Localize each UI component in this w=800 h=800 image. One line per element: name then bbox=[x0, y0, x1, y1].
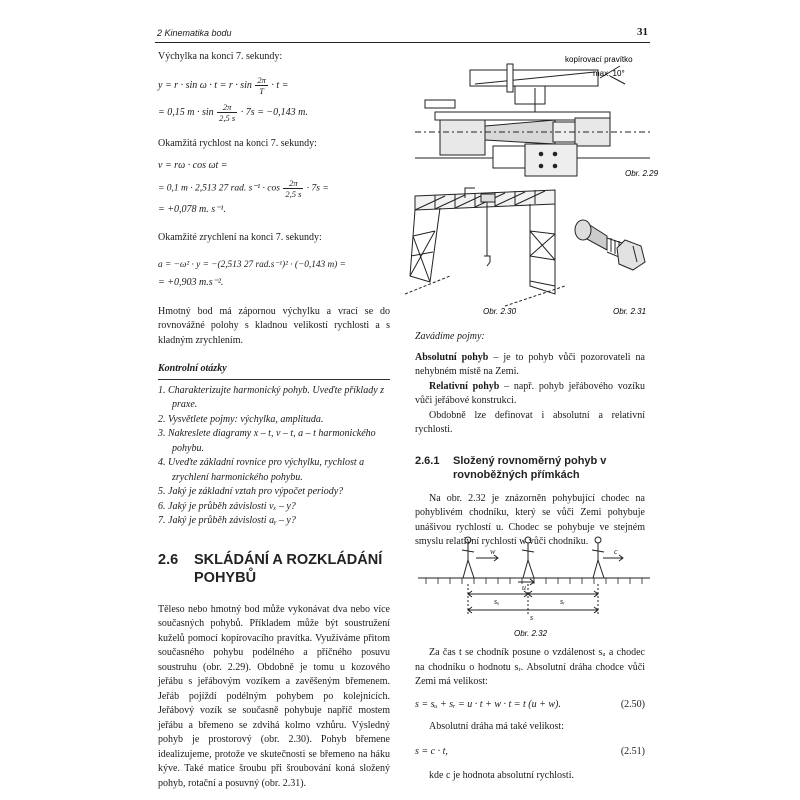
list-item: 4. Uveďte základní rovnice pro výchylku, rychlost a zrychlení harmonického pohybu. bbox=[158, 457, 365, 483]
label-max-angle: max. 10° bbox=[593, 69, 625, 78]
cross-slide bbox=[525, 144, 577, 176]
label-c: c bbox=[614, 547, 618, 556]
eq-text: s = sᵤ + sᵣ = u · t + w · t = t (u + w). bbox=[415, 698, 561, 710]
figure-2-32-moving-walkway bbox=[418, 532, 650, 642]
arrow-u bbox=[518, 579, 534, 585]
label-s: s bbox=[530, 613, 534, 622]
list-item: 6. Jaký je průběh závislosti vₓ – y? bbox=[158, 500, 296, 512]
arrow-c bbox=[603, 555, 623, 561]
right-column-text bbox=[415, 330, 645, 550]
equation-number: (2.50) bbox=[620, 698, 645, 710]
chapter-title: 2 Kinematika bodu bbox=[157, 28, 232, 38]
section-heading bbox=[158, 551, 390, 587]
eq-text: s = c · t, bbox=[415, 745, 448, 757]
numerator: 2π bbox=[257, 74, 266, 85]
label-w: w bbox=[490, 547, 496, 556]
crane-hook bbox=[484, 256, 490, 266]
list-item: 1. Charakterizujte harmonický pohyb. Uveďte příklady z praxe. bbox=[158, 384, 385, 410]
numerator: 2π bbox=[283, 178, 303, 189]
denominator: 2,5 s bbox=[285, 188, 302, 199]
paragraph-composition: Těleso nebo hmotný bod může vykonávat dva nebo více současných pohybů. Příkladem může být soustružení kuželů pomocí kopírovacího pravítka. Využíváme přitom současného pohybu podélného a příčného posuvu soustruhu (obr. 2.29). Obdobně je tomu u kozového jeřábu s jeřábovým vozíkem a zavěšeným břemenem. Jeřáb pojíždí podélným pohybem po kolejnicích. Jeřábový vozík se současně pohybuje napříč mostem jeřábu a břemeno se zdvihá kolmo vzhůru. Výsledný pohyb je prostorový (obr. 2.30). Pohyb břemene idealizujeme, protože ve skutečnosti se břemeno na háku kýve. Také matice šroubu při šroubování koná složený pohyb, rotační a posuvný (obr. 2.31). bbox=[158, 603, 390, 789]
paragraph-acceleration: Okamžité zrychlení na konci 7. sekundy: bbox=[158, 232, 322, 243]
list-item: 3. Nakreslete diagramy x – t, v – t, a – t harmonického pohybu. bbox=[158, 428, 376, 454]
crane-trolley bbox=[481, 194, 495, 202]
figure-2-30-gantry-crane bbox=[405, 186, 655, 318]
eq-text: = 0,15 m · sin bbox=[158, 106, 214, 118]
section-title: SKLÁDÁNÍ A ROZKLÁDÁNÍ POHYBŮ bbox=[194, 551, 383, 586]
headstock bbox=[440, 120, 485, 155]
paragraph-absolute-path: Absolutní dráha má také velikost: bbox=[429, 721, 564, 732]
running-header bbox=[155, 24, 650, 43]
section-number: 2.6 bbox=[158, 551, 179, 568]
paragraph-similarly: Obdobně lze definovat i absolutní a relativní rychlosti. bbox=[415, 409, 645, 435]
eq-text: · t = bbox=[271, 79, 289, 91]
label-su: sᵤ bbox=[494, 597, 500, 606]
fraction bbox=[283, 178, 303, 199]
equation-2-51 bbox=[415, 745, 645, 760]
list-item: 2. Vysvětlete pojmy: výchylka, amplituda. bbox=[158, 413, 324, 425]
list-item: 7. Jaký je průběh závislosti aᵧ – y? bbox=[158, 515, 296, 526]
review-questions-list bbox=[158, 384, 390, 529]
figure-caption: Obr. 2.30 bbox=[483, 307, 517, 316]
paragraph-time: Za čas t se chodník posune o vzdálenost sᵤ a chodec na chodníku o hodnotu sᵣ. Absolutní dráha chodce vůči Zemi má velikost: bbox=[415, 647, 645, 687]
denominator: 2,5 s bbox=[219, 112, 236, 123]
paragraph-displacement: Výchylka na konci 7. sekundy: bbox=[158, 51, 283, 62]
equation-displacement-1 bbox=[158, 75, 390, 96]
ruler-line bbox=[475, 72, 595, 84]
fraction bbox=[217, 102, 237, 123]
paragraph-where-c: kde c je hodnota absolutní rychlosti. bbox=[429, 770, 574, 781]
label-sr: sᵣ bbox=[560, 597, 566, 606]
left-column bbox=[158, 48, 390, 791]
right-column-text-bottom bbox=[415, 646, 645, 784]
walker-figure-2 bbox=[522, 537, 534, 578]
denominator: T bbox=[259, 85, 265, 96]
figure-caption: Obr. 2.31 bbox=[613, 307, 647, 316]
eq-text: y = r · sin ω · t = r · sin bbox=[158, 79, 252, 91]
paragraph-absolute-motion bbox=[415, 351, 645, 380]
paragraph-velocity: Okamžitá rychlost na konci 7. sekundy: bbox=[158, 137, 317, 149]
page-number: 31 bbox=[637, 26, 648, 38]
label-copying-ruler: kopírovací pravítko bbox=[565, 55, 633, 64]
figure-2-29-lathe bbox=[415, 48, 659, 180]
subsection-heading bbox=[415, 454, 645, 482]
carriage bbox=[515, 86, 545, 104]
subsection-title: Složený rovnoměrný pohyb v rovnoběžných přímkách bbox=[453, 454, 607, 481]
paragraph-conclusion: Hmotný bod má zápornou výchylku a vrací se do rovnovážné polohy s kladnou velikostí rychlosti a s kladným zrychlením. bbox=[158, 305, 390, 346]
equation-number: (2.51) bbox=[620, 745, 645, 757]
figure-caption: Obr. 2.32 bbox=[514, 629, 548, 638]
equation-velocity-1: v = rω · cos ωt = bbox=[158, 160, 228, 171]
equation-velocity-2 bbox=[158, 178, 390, 199]
equation-displacement-2 bbox=[158, 102, 390, 123]
figure-caption: Obr. 2.29 bbox=[625, 169, 659, 178]
numerator: 2π bbox=[217, 102, 237, 113]
equation-acceleration-1: a = −ω² · y = −(2,513 27 rad.s⁻¹)² · (−0,143 m) = bbox=[158, 259, 346, 270]
crane-leg-right bbox=[530, 204, 555, 294]
paragraph-intro-terms: Zavádíme pojmy: bbox=[415, 331, 485, 342]
eq-text: = 0,1 m · 2,513 27 rad. s⁻¹ · cos bbox=[158, 183, 280, 194]
paragraph-walker: Na obr. 2.32 je znázorněn pohybující chodec na pohyblivém chodníku, který se vůči Zemi pohybuje unášivou rychlostí u. Chodec se pohybuje ve stejném smyslu relativní rychlostí w vůči chodníku. bbox=[415, 492, 645, 547]
definition: – např. pohyb jeřábového vozíku vůči jeřábové konstrukci. bbox=[415, 380, 645, 406]
equation-acceleration-2: = +0,903 m.s⁻². bbox=[158, 277, 224, 288]
label-u: u bbox=[522, 583, 526, 592]
equation-velocity-3: = +0,078 m. s⁻¹. bbox=[158, 203, 226, 215]
review-questions-title: Kontrolní otázky bbox=[158, 362, 390, 380]
eq-text: · 7s = bbox=[306, 183, 329, 194]
term-relative: Relativní pohyb bbox=[429, 380, 500, 392]
definition: – je to pohyb vůči pozorovateli na nehybném místě na Zemi. bbox=[415, 351, 645, 377]
eq-text: · 7s = −0,143 m. bbox=[240, 106, 308, 118]
subsection-number: 2.6.1 bbox=[415, 454, 440, 467]
equation-2-50 bbox=[415, 698, 645, 713]
walker-figure-3 bbox=[592, 537, 604, 578]
term-absolute: Absolutní pohyb bbox=[415, 351, 489, 363]
crane-leg-left bbox=[410, 208, 440, 282]
fraction bbox=[255, 75, 268, 96]
walker-figure-1 bbox=[462, 537, 474, 578]
paragraph-relative-motion bbox=[415, 380, 645, 409]
bolt-and-nut bbox=[575, 220, 645, 270]
tool-post bbox=[493, 146, 525, 168]
list-item: 5. Jaký je základní vztah pro výpočet periody? bbox=[158, 486, 344, 497]
